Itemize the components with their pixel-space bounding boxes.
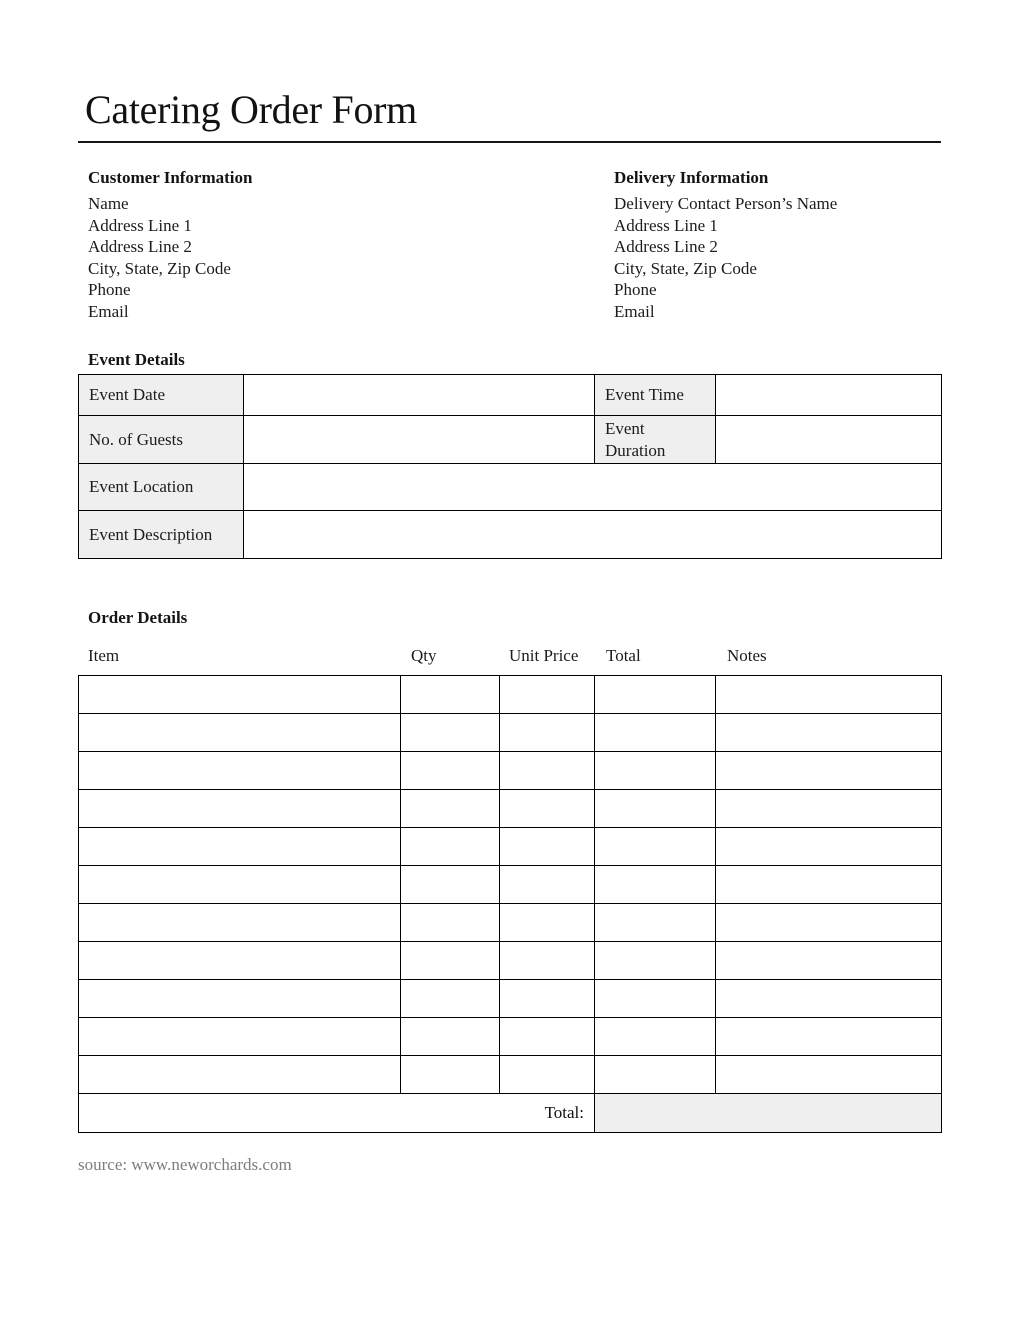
- order-item-row: [79, 904, 942, 942]
- order-item-unit-price-cell[interactable]: [500, 790, 595, 828]
- event-duration-input-cell[interactable]: [716, 416, 942, 464]
- order-item-total-cell[interactable]: [595, 942, 716, 980]
- delivery-address-line-1-label: Address Line 1: [614, 215, 718, 235]
- order-item-total-cell[interactable]: [595, 980, 716, 1018]
- order-item-qty-cell[interactable]: [401, 942, 500, 980]
- order-item-item-cell[interactable]: [79, 866, 401, 904]
- order-item-unit-price-cell[interactable]: [500, 1018, 595, 1056]
- event-time-label: Event Time: [595, 375, 716, 416]
- order-total-row: [79, 1094, 942, 1133]
- event-location-input-cell[interactable]: [244, 464, 942, 511]
- order-item-qty-cell[interactable]: [401, 676, 500, 714]
- order-items-body: [79, 676, 942, 1094]
- total-label: Total:: [79, 1094, 595, 1133]
- order-item-notes-cell[interactable]: [716, 714, 942, 752]
- order-item-total-cell[interactable]: [595, 1056, 716, 1094]
- delivery-info-lines: [614, 193, 941, 322]
- order-item-row: [79, 1056, 942, 1094]
- order-item-row: [79, 1018, 942, 1056]
- column-header-item: Item: [88, 646, 120, 665]
- page-title: Catering Order Form: [78, 88, 941, 143]
- order-item-total-cell[interactable]: [595, 714, 716, 752]
- delivery-info-heading: Delivery Information: [614, 168, 769, 187]
- order-item-qty-cell[interactable]: [401, 714, 500, 752]
- total-value-cell[interactable]: [595, 1094, 942, 1133]
- order-item-total-cell[interactable]: [595, 866, 716, 904]
- order-item-item-cell[interactable]: [79, 1018, 401, 1056]
- order-details-heading: Order Details: [88, 608, 188, 627]
- order-item-unit-price-cell[interactable]: [500, 942, 595, 980]
- order-item-unit-price-cell[interactable]: [500, 752, 595, 790]
- order-item-total-cell[interactable]: [595, 1018, 716, 1056]
- column-header-notes: Notes: [727, 646, 767, 665]
- event-description-row: [79, 511, 942, 559]
- event-location-row: [79, 464, 942, 511]
- order-item-notes-cell[interactable]: [716, 790, 942, 828]
- order-item-qty-cell[interactable]: [401, 866, 500, 904]
- order-columns-header: [78, 645, 941, 667]
- guests-duration-row: [79, 416, 942, 464]
- customer-email-label: Email: [88, 301, 129, 321]
- order-item-unit-price-cell[interactable]: [500, 1056, 595, 1094]
- order-items-table: [78, 675, 942, 1133]
- customer-address-line-1-label: Address Line 1: [88, 215, 192, 235]
- customer-phone-label: Phone: [88, 280, 131, 299]
- order-item-notes-cell[interactable]: [716, 752, 942, 790]
- order-item-row: [79, 790, 942, 828]
- order-item-total-cell[interactable]: [595, 790, 716, 828]
- order-item-row: [79, 828, 942, 866]
- order-item-notes-cell[interactable]: [716, 866, 942, 904]
- order-item-unit-price-cell[interactable]: [500, 828, 595, 866]
- event-description-label: Event Description: [79, 511, 244, 559]
- order-item-total-cell[interactable]: [595, 752, 716, 790]
- order-item-item-cell[interactable]: [79, 904, 401, 942]
- order-item-total-cell[interactable]: [595, 676, 716, 714]
- order-item-qty-cell[interactable]: [401, 752, 500, 790]
- order-item-notes-cell[interactable]: [716, 676, 942, 714]
- event-description-input-cell[interactable]: [244, 511, 942, 559]
- order-item-row: [79, 866, 942, 904]
- order-item-item-cell[interactable]: [79, 752, 401, 790]
- order-item-notes-cell[interactable]: [716, 828, 942, 866]
- order-item-item-cell[interactable]: [79, 790, 401, 828]
- customer-info-section: [78, 167, 604, 322]
- order-item-unit-price-cell[interactable]: [500, 866, 595, 904]
- order-item-item-cell[interactable]: [79, 676, 401, 714]
- customer-info-heading: Customer Information: [88, 168, 253, 187]
- order-item-row: [79, 942, 942, 980]
- order-item-unit-price-cell[interactable]: [500, 980, 595, 1018]
- order-item-item-cell[interactable]: [79, 980, 401, 1018]
- order-item-total-cell[interactable]: [595, 904, 716, 942]
- order-item-row: [79, 980, 942, 1018]
- order-item-unit-price-cell[interactable]: [500, 904, 595, 942]
- order-item-notes-cell[interactable]: [716, 1018, 942, 1056]
- order-item-qty-cell[interactable]: [401, 1018, 500, 1056]
- customer-name-label: Name: [88, 194, 129, 213]
- no-of-guests-input-cell[interactable]: [244, 416, 595, 464]
- column-header-qty: Qty: [411, 646, 437, 665]
- customer-address-line-2-label: Address Line 2: [88, 237, 192, 256]
- event-date-input-cell[interactable]: [244, 375, 595, 416]
- column-header-unit-price: Unit Price: [509, 646, 579, 665]
- order-item-qty-cell[interactable]: [401, 904, 500, 942]
- event-details-heading: Event Details: [88, 350, 185, 369]
- order-item-notes-cell[interactable]: [716, 1056, 942, 1094]
- delivery-city-state-zip-label: City, State, Zip Code: [614, 258, 757, 278]
- event-details-table: [78, 374, 942, 559]
- order-item-qty-cell[interactable]: [401, 828, 500, 866]
- order-item-item-cell[interactable]: [79, 828, 401, 866]
- order-item-row: [79, 752, 942, 790]
- delivery-contact-name-label: Delivery Contact Person’s Name: [614, 194, 838, 213]
- order-item-item-cell[interactable]: [79, 1056, 401, 1094]
- event-duration-label: Event Duration: [595, 416, 716, 464]
- delivery-info-section: [604, 167, 941, 322]
- event-date-time-row: [79, 375, 942, 416]
- order-item-notes-cell[interactable]: [716, 904, 942, 942]
- delivery-address-line-2-label: Address Line 2: [614, 237, 718, 256]
- order-item-notes-cell[interactable]: [716, 980, 942, 1018]
- event-location-label: Event Location: [79, 464, 244, 511]
- event-date-label: Event Date: [79, 375, 244, 416]
- event-details-section: [78, 349, 941, 559]
- order-item-total-cell[interactable]: [595, 828, 716, 866]
- order-item-qty-cell[interactable]: [401, 1056, 500, 1094]
- customer-info-lines: [88, 193, 604, 322]
- delivery-phone-label: Phone: [614, 280, 657, 299]
- order-item-item-cell[interactable]: [79, 942, 401, 980]
- order-item-qty-cell[interactable]: [401, 790, 500, 828]
- customer-city-state-zip-label: City, State, Zip Code: [88, 258, 231, 278]
- order-item-row: [79, 714, 942, 752]
- order-item-qty-cell[interactable]: [401, 980, 500, 1018]
- order-item-unit-price-cell[interactable]: [500, 676, 595, 714]
- order-item-row: [79, 676, 942, 714]
- event-time-input-cell[interactable]: [716, 375, 942, 416]
- order-details-section: [78, 607, 941, 1133]
- order-item-notes-cell[interactable]: [716, 942, 942, 980]
- delivery-email-label: Email: [614, 301, 655, 321]
- source-credit: source: www.neworchards.com: [78, 1155, 292, 1174]
- no-of-guests-label: No. of Guests: [79, 416, 244, 464]
- order-item-unit-price-cell[interactable]: [500, 714, 595, 752]
- catering-order-form-page: [0, 88, 1020, 1320]
- order-item-item-cell[interactable]: [79, 714, 401, 752]
- column-header-total: Total: [606, 646, 641, 665]
- contact-info-area: [78, 167, 941, 322]
